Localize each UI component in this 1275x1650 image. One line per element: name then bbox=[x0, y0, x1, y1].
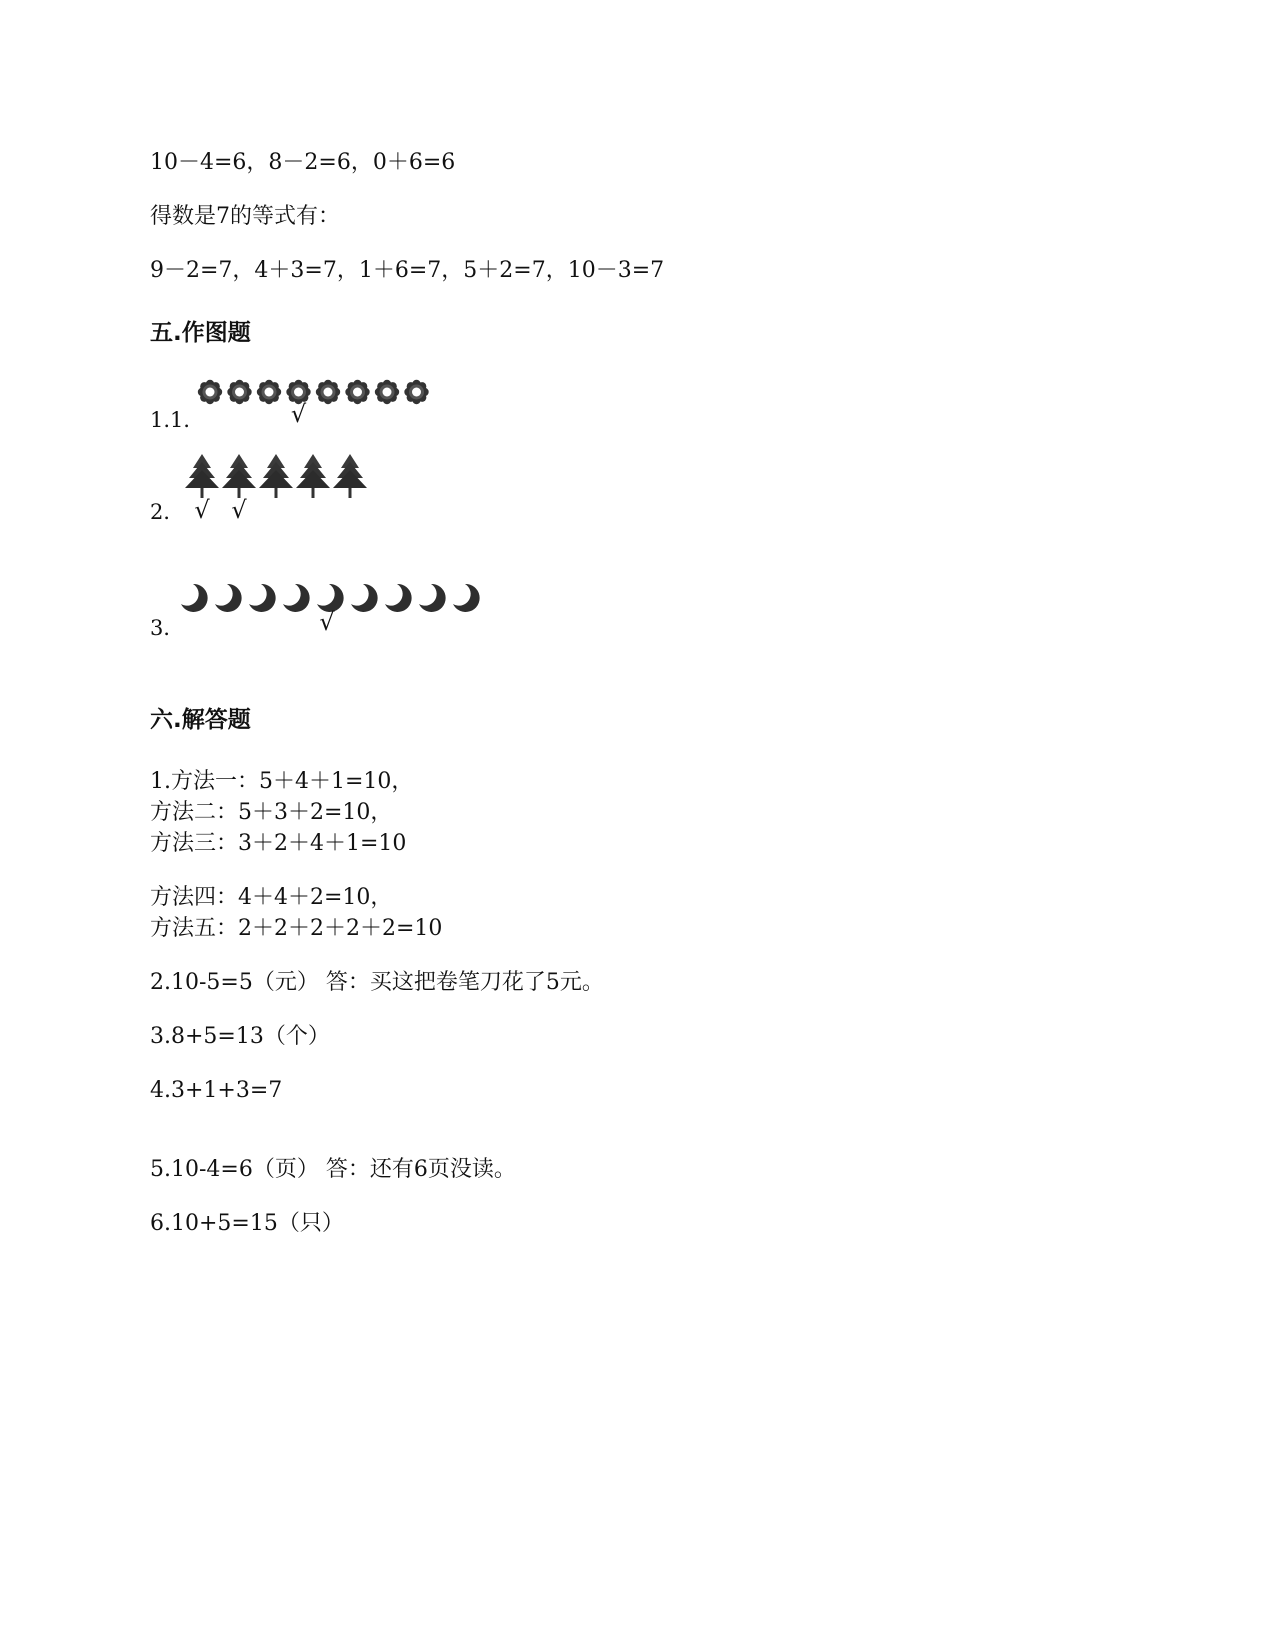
flower-icon bbox=[375, 380, 399, 404]
flower-icon bbox=[227, 380, 251, 404]
moon-row bbox=[175, 580, 495, 635]
moon-icon bbox=[215, 584, 242, 612]
answer-1-method-1: 1.方法一：5＋4＋1=10， bbox=[150, 769, 414, 794]
moon-icon bbox=[453, 584, 480, 612]
answer-4: 4.3+1+3=7 bbox=[150, 1078, 283, 1103]
moon-icon bbox=[283, 584, 310, 612]
tree-icon bbox=[185, 454, 219, 498]
tree-icon bbox=[296, 454, 330, 498]
answer-1-method-5: 方法五：2＋2＋2＋2＋2=10 bbox=[150, 916, 443, 941]
check-mark: √ bbox=[290, 400, 307, 428]
tree-icon bbox=[333, 454, 367, 498]
answer-1-method-2: 方法二：5＋3＋2=10， bbox=[150, 800, 393, 825]
moon-icon bbox=[351, 584, 378, 612]
moon-icon bbox=[249, 584, 276, 612]
answer-1-method-3: 方法三：3＋2＋4＋1=10 bbox=[150, 831, 407, 856]
item-number-3: 3． bbox=[150, 616, 185, 640]
text-answers-seven-label: 得数是7的等式有： bbox=[150, 204, 340, 229]
answer-5: 5.10-4=6（页） 答：还有6页没读。 bbox=[150, 1157, 516, 1182]
equation-line-2: 9－2=7，4＋3=7，1＋6=7，5＋2=7，10－3=7 bbox=[150, 258, 665, 283]
moon-icon bbox=[385, 584, 412, 612]
check-mark: √ bbox=[319, 608, 335, 636]
section-title-solutions: 六.解答题 bbox=[150, 707, 251, 733]
check-mark: √ bbox=[231, 496, 247, 524]
answer-1-method-4: 方法四：4＋4＋2=10， bbox=[150, 885, 393, 910]
flower-icon bbox=[257, 380, 281, 404]
tree-icon bbox=[259, 454, 293, 498]
answer-6: 6.10+5=15（只） bbox=[150, 1211, 344, 1236]
answer-2: 2.10-5=5（元） 答：买这把卷笔刀花了5元。 bbox=[150, 970, 604, 995]
item-number-1: 1.1． bbox=[150, 408, 205, 432]
flower-icon bbox=[316, 380, 340, 404]
flower-icon bbox=[345, 380, 369, 404]
flower-row bbox=[195, 375, 445, 428]
answer-3: 3.8+5=13（个） bbox=[150, 1024, 330, 1049]
moon-icon bbox=[419, 584, 446, 612]
equation-line-1: 10－4=6，8－2=6，0＋6=6 bbox=[150, 150, 456, 175]
tree-row bbox=[180, 452, 390, 522]
flower-icon bbox=[198, 380, 222, 404]
item-number-2: 2． bbox=[150, 500, 185, 524]
tree-icon bbox=[222, 454, 256, 498]
check-mark: √ bbox=[194, 496, 210, 524]
moon-icon bbox=[181, 584, 208, 612]
section-title-drawing: 五.作图题 bbox=[150, 320, 251, 346]
flower-icon bbox=[404, 380, 428, 404]
